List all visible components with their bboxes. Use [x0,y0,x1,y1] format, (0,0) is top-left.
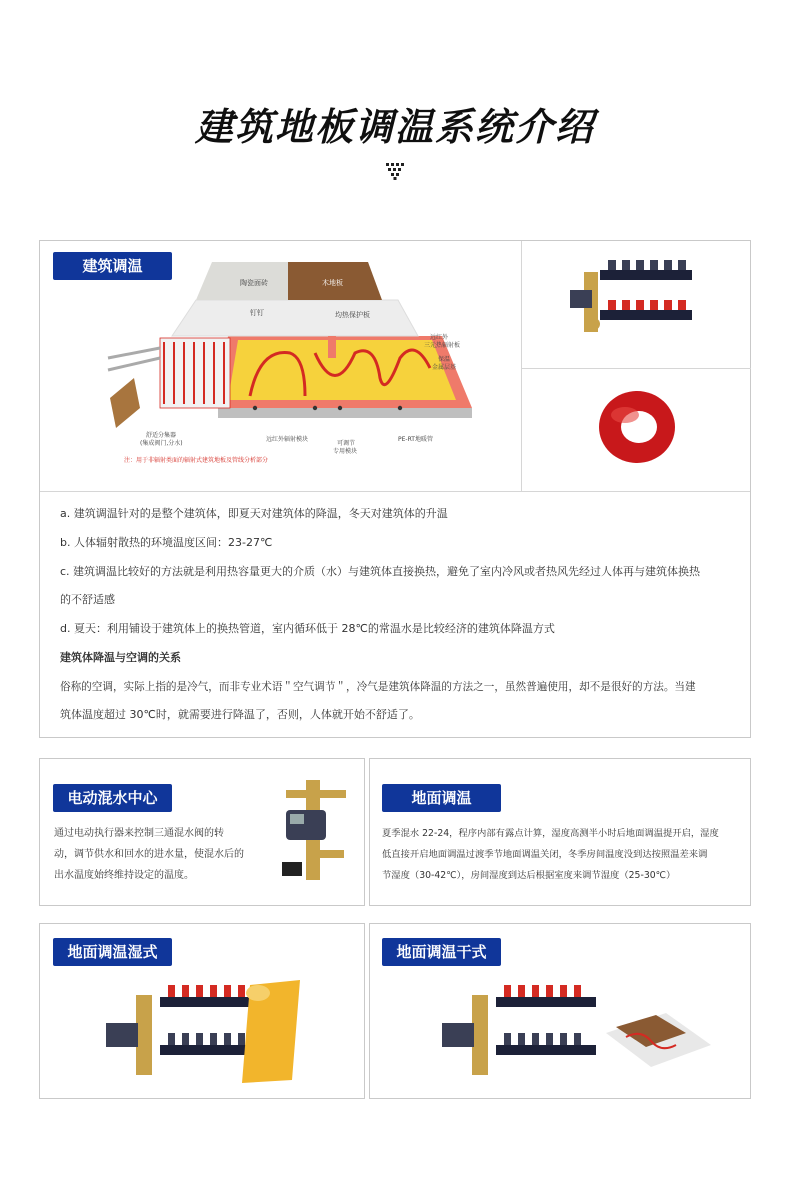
label-right-1: 远红外 [430,334,449,341]
wet-system-image [100,975,310,1085]
dry-system-image [436,975,716,1085]
label-right-4: 金属层基 [432,364,457,371]
label-adjust-2: 专用模块 [333,448,358,455]
paragraph-b: b. 人体辐射散热的环境温度区间：23-27℃ [60,536,273,549]
floor-text-1: 夏季混水 22-24，程序内部有露点计算，湿度高测半小时后地面调温提开启，湿度 [382,828,719,839]
floor-text-3: 节湿度（30-42℃），房间湿度到达后根据室度来调节湿度（25-30℃） [382,870,676,881]
mixing-text-2: 动，调节供水和回水的进水量，使混水后的 [54,849,244,860]
mixing-text-3: 出水温度始终维持设定的温度。 [54,870,194,881]
paragraph-d: d. 夏天：利用铺设于建筑体上的换热管道，室内循环低于 28℃的常温水是比较经济的建筑体降温方式 [60,622,555,635]
floor-text-2: 低直接开启地面调温过渡季节地面调温关闭，冬季房间温度没到达按照温差来调 [382,849,708,860]
manifold-image [570,252,700,342]
paragraph-c: c. 建筑调温比较好的方法就是利用热容量更大的介质（水）与建筑体直接换热，避免了室内冷风或者热风先经过人体再与建筑体换热 [60,565,701,578]
label-nail: 钉钉 [250,309,264,317]
pipe-coil-image [595,385,680,470]
paragraph-ac-cont: 筑体温度超过 30℃时，就需要进行降温了，否则，人体就开始不舒适了。 [60,708,420,721]
label-collector-2: (集成阀门,分水) [140,440,183,447]
label-note: 注：用于非辐射类面的辐射式建筑地板及管线分析部分 [124,457,269,464]
panel-divider [40,491,750,492]
paragraph-c-cont: 的不舒适感 [60,593,115,606]
label-collector-1: 舒适分集器 [146,432,177,439]
tag-mixing-center: 电动混水中心 [53,784,172,812]
label-protect: 均热保护板 [335,311,370,319]
label-adjust-1: 可调节 [337,440,356,447]
label-pipe: PE-RT地暖管 [398,436,433,443]
label-wood: 木地板 [322,279,343,287]
chevron-decoration-icon [385,162,405,180]
panel-divider [521,241,522,491]
mixing-valve-image [276,770,356,890]
label-far-infra: 远红外辐射模块 [266,436,309,443]
label-right-3: 保温 [438,356,451,363]
tag-floor-temp: 地面调温 [382,784,501,812]
section-heading: 建筑体降温与空调的关系 [60,651,181,664]
tag-dry-system: 地面调温干式 [382,938,501,966]
tag-wet-system: 地面调温湿式 [53,938,172,966]
tag-building-temp: 建筑调温 [53,252,172,280]
panel-divider [521,368,751,369]
page-title: 建筑地板调温系统介绍 [194,105,595,149]
paragraph-ac: 俗称的空调，实际上指的是冷气，而非专业术语＂空气调节＂，冷气是建筑体降温的方法之一，虽然普遍使用，却不是很好的方法。当建 [60,681,696,693]
label-tile: 陶瓷面砖 [240,279,268,287]
paragraph-a: a. 建筑调温针对的是整个建筑体，即夏天对建筑体的降温，冬天对建筑体的升温 [60,507,448,520]
mixing-text-1: 通过电动执行器来控制三通混水阀的转 [54,828,224,839]
label-right-2: 三元热辐射板 [424,342,461,349]
